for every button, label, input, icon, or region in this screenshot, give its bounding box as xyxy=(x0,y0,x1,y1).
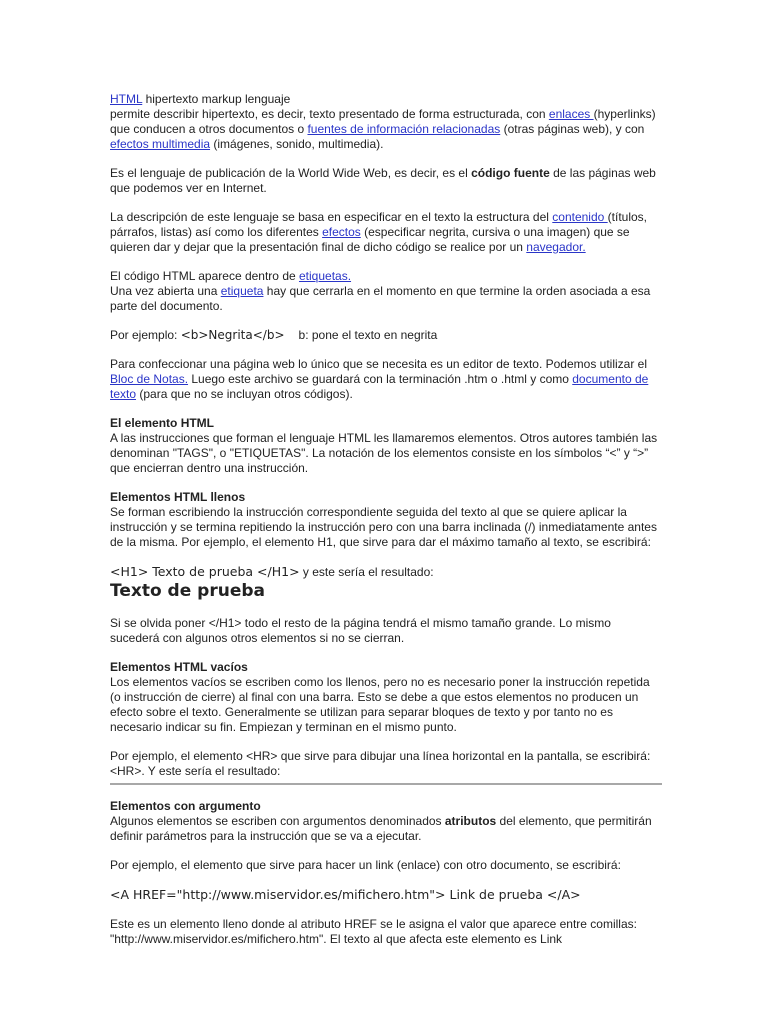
intro-title-text: hipertexto markup lenguaje xyxy=(142,92,291,106)
etiquetas-link[interactable]: etiquetas. xyxy=(299,269,352,283)
enlaces-link[interactable]: enlaces xyxy=(548,107,594,121)
h1-warning-text: Si se olvida poner </H1> todo el resto de la página tendrá el mismo tamaño grande. Lo mismo sucederá con algunos otros elementos si no se cierran. xyxy=(110,616,611,645)
h1-example-result: Texto de prueba xyxy=(110,581,266,601)
link-example-intro: Por ejemplo, el elemento que sirve para hacer un link (enlace) con otro documento, se escribirá: xyxy=(110,858,621,872)
h1-warning-paragraph xyxy=(110,616,662,646)
etiquetas-paragraph xyxy=(110,269,662,314)
argumento-text-b: del elemento, que permitirán definir parámetros para la instrucción que se va a ejecutar. xyxy=(110,814,652,843)
documento-de-texto-link[interactable]: documento de texto xyxy=(110,372,649,401)
h1-example-line xyxy=(110,564,662,580)
intro-body xyxy=(110,107,662,152)
desc-text-c: (especificar negrita, cursiva o una imagen) que se quieren dar y dejar que la presentación final de dicho código se realice por un xyxy=(110,225,630,254)
section-elementos-argumento xyxy=(110,799,662,844)
editor-paragraph xyxy=(110,357,662,402)
negrita-example-line xyxy=(110,328,662,343)
etiquetas-line-2 xyxy=(110,284,662,314)
section-elementos-vacios xyxy=(110,660,662,735)
atributos-bold: atributos xyxy=(444,814,497,828)
efectos-multimedia-link[interactable]: efectos multimedia xyxy=(110,137,211,151)
desc-text-b: (títulos, párrafos, listas) así como los diferentes xyxy=(110,210,648,239)
negrita-example-paragraph xyxy=(110,328,662,343)
etiquetas-text-b: Una vez abierta una xyxy=(110,284,221,298)
section-elemento-html xyxy=(110,416,662,476)
world-text-b: de las páginas web que podemos ver en Internet. xyxy=(110,166,656,195)
link-example-code-block xyxy=(110,887,662,903)
desc-text-a: La descripción de este lenguaje se basa en especificar en el texto la estructura del xyxy=(110,210,553,224)
efectos-link[interactable]: efectos xyxy=(322,225,361,239)
description-text xyxy=(110,210,662,255)
closing-text: Este es un elemento lleno donde al atributo HREF se le asigna el valor que aparece entre comillas: "http://www.miservidor.es/mifichero.htm". El texto al que afecta este elemento es Link xyxy=(110,917,637,946)
closing-paragraph xyxy=(110,917,662,947)
world-wide-web-paragraph xyxy=(110,166,662,196)
editor-text xyxy=(110,357,662,402)
etiquetas-text-c: hay que cerrarla en el momento en que termine la orden asociada a esa parte del documento. xyxy=(110,284,651,313)
h1-example-code: <H1> Texto de prueba </H1> xyxy=(110,564,300,579)
hr-example-block xyxy=(110,749,662,785)
section-heading-argumento: Elementos con argumento xyxy=(110,799,261,813)
etiqueta-link[interactable]: etiqueta xyxy=(220,284,264,298)
section-body-elemento: A las instrucciones que forman el lenguaje HTML les llamaremos elementos. Otros autores también las denominan "TAGS", o "ETIQUETAS". La notación de los elementos consiste en los símbolos “<” y “>” que encierran dentro una instrucción. xyxy=(110,431,658,475)
hr-example-text: Por ejemplo, el elemento <HR> que sirve para dibujar una línea horizontal en la pantalla, se escribirá: <HR>. Y este sería el resultado: xyxy=(110,749,651,778)
h1-example-tail: y este sería el resultado: xyxy=(299,565,434,579)
link-example-code: <A HREF="http://www.miservidor.es/mifichero.htm"> Link de prueba </A> xyxy=(110,887,581,902)
world-text-a: Es el lenguaje de publicación de la World Wide Web, es decir, es el xyxy=(110,166,472,180)
section-heading-llenos: Elementos HTML llenos xyxy=(110,490,246,504)
intro-text-d: (imágenes, sonido, multimedia). xyxy=(210,137,384,151)
etiquetas-text-a: El código HTML aparece dentro de xyxy=(110,269,299,283)
intro-title-line xyxy=(110,92,662,107)
editor-text-b: Luego este archivo se guardará con la terminación .htm o .html y como xyxy=(188,372,573,386)
h1-example-block xyxy=(110,564,662,602)
section-body-argumento xyxy=(110,814,662,844)
horizontal-rule-result xyxy=(110,783,662,785)
bloc-de-notas-link[interactable]: Bloc de Notas. xyxy=(110,372,189,386)
fuentes-link[interactable]: fuentes de información relacionadas xyxy=(307,122,501,136)
section-body-llenos: Se forman escribiendo la instrucción correspondiente seguida del texto al que se quiere aplicar la instrucción y se termina repitiendo la instrucción pero con una barra inclinada (/) inmediatamente antes de la misma. Por ejemplo, el elemento H1, que sirve para dar el máximo tamaño al texto, se escribirá: xyxy=(110,505,657,549)
document-body xyxy=(110,92,662,961)
section-heading-elemento: El elemento HTML xyxy=(110,416,215,430)
section-elementos-llenos xyxy=(110,490,662,550)
intro-paragraph xyxy=(110,92,662,152)
argumento-text-a: Algunos elementos se escriben con argumentos denominados xyxy=(110,814,445,828)
etiquetas-line-1 xyxy=(110,269,662,284)
link-example-intro-paragraph xyxy=(110,858,662,873)
world-text xyxy=(110,166,662,196)
description-paragraph xyxy=(110,210,662,255)
intro-text-c: (otras páginas web), y con xyxy=(500,122,645,136)
contenido-link[interactable]: contenido xyxy=(552,210,608,224)
intro-text-b: (hyperlinks) que conducen a otros documentos o xyxy=(110,107,656,136)
navegador-link[interactable]: navegador. xyxy=(526,240,586,254)
section-body-vacios: Los elementos vacíos se escriben como los llenos, pero no es necesario poner la instrucción repetida (o instrucción de cierre) al final con una barra. Esto se debe a que estos elementos no producen un efecto sobre el texto. Generalmente se utilizan para separar bloques de texto y por tanto no es necesario indicar su fin. Empiezan y terminan en el mismo punto. xyxy=(110,675,650,734)
negrita-example-label: Por ejemplo: xyxy=(110,328,181,342)
editor-text-c: (para que no se incluyan otros códigos). xyxy=(136,387,353,401)
negrita-code: <b>Negrita</b> xyxy=(180,328,285,342)
negrita-explanation: b: pone el texto en negrita xyxy=(298,328,438,342)
intro-text-a: permite describir hipertexto, es decir, texto presentado de forma estructurada, con xyxy=(110,107,549,121)
section-heading-vacios: Elementos HTML vacíos xyxy=(110,660,248,674)
editor-text-a: Para confeccionar una página web lo único que se necesita es un editor de texto. Podemos utilizar el xyxy=(110,357,647,371)
html-link[interactable]: HTML xyxy=(110,92,143,106)
codigo-fuente-bold: código fuente xyxy=(471,166,550,180)
